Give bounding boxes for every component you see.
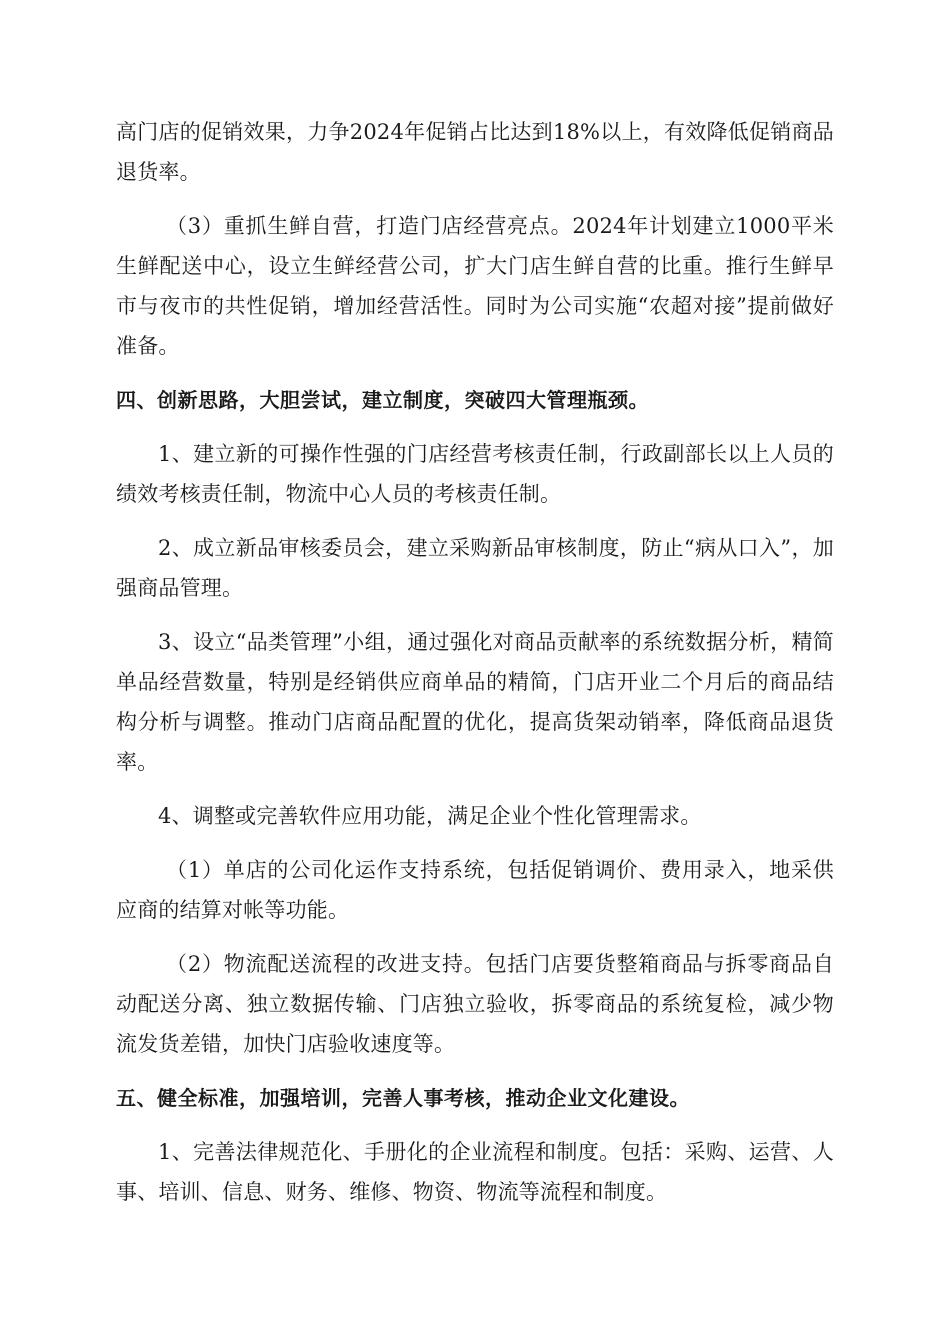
paragraph-4-3: 3、设立“品类管理”小组，通过强化对商品贡献率的系统数据分析，精简单品经营数量，特别是经销供应商单品的精简，门店开业二个月后的商品结构分析与调整。推动门店商品配置的优化，提高货架动销率，降低商品退货率。 <box>116 630 834 774</box>
paragraph-4-4: 4、调整或完善软件应用功能，满足企业个性化管理需求。 <box>158 804 702 828</box>
paragraph-4-1: 1、建立新的可操作性强的门店经营考核责任制，行政副部长以上人员的绩效考核责任制，物流中心人员的考核责任制。 <box>116 442 834 506</box>
paragraph-continuation: 高门店的促销效果，力争2024年促销占比达到18%以上，有效降低促销商品退货率。 <box>116 120 834 184</box>
section-heading-4: 四、创新思路，大胆尝试，建立制度，突破四大管理瓶颈。 <box>116 388 649 412</box>
paragraph-4-4-1: （1）单店的公司化运作支持系统，包括促销调价、费用录入，地采供应商的结算对帐等功能。 <box>116 858 834 922</box>
section-heading-5: 五、健全标准，加强培训，完善人事考核，推动企业文化建设。 <box>116 1086 690 1110</box>
paragraph-5-1: 1、完善法律规范化、手册化的企业流程和制度。包括：采购、运营、人事、培训、信息、财务、维修、物资、物流等流程和制度。 <box>116 1140 834 1204</box>
paragraph-fresh-self-operation: （3）重抓生鲜自营，打造门店经营亮点。2024年计划建立1000平米生鲜配送中心，设立生鲜经营公司，扩大门店生鲜自营的比重。推行生鲜早市与夜市的共性促销，增加经营活性。同时为公司实施“农超对接”提前做好准备。 <box>116 214 834 358</box>
paragraph-4-4-2: （2）物流配送流程的改进支持。包括门店要货整箱商品与拆零商品自动配送分离、独立数据传输、门店独立验收，拆零商品的系统复检，减少物流发货差错，加快门店验收速度等。 <box>116 952 834 1056</box>
document-body <box>116 112 834 1212</box>
paragraph-4-2: 2、成立新品审核委员会，建立采购新品审核制度，防止“病从口入”，加强商品管理。 <box>116 536 834 600</box>
